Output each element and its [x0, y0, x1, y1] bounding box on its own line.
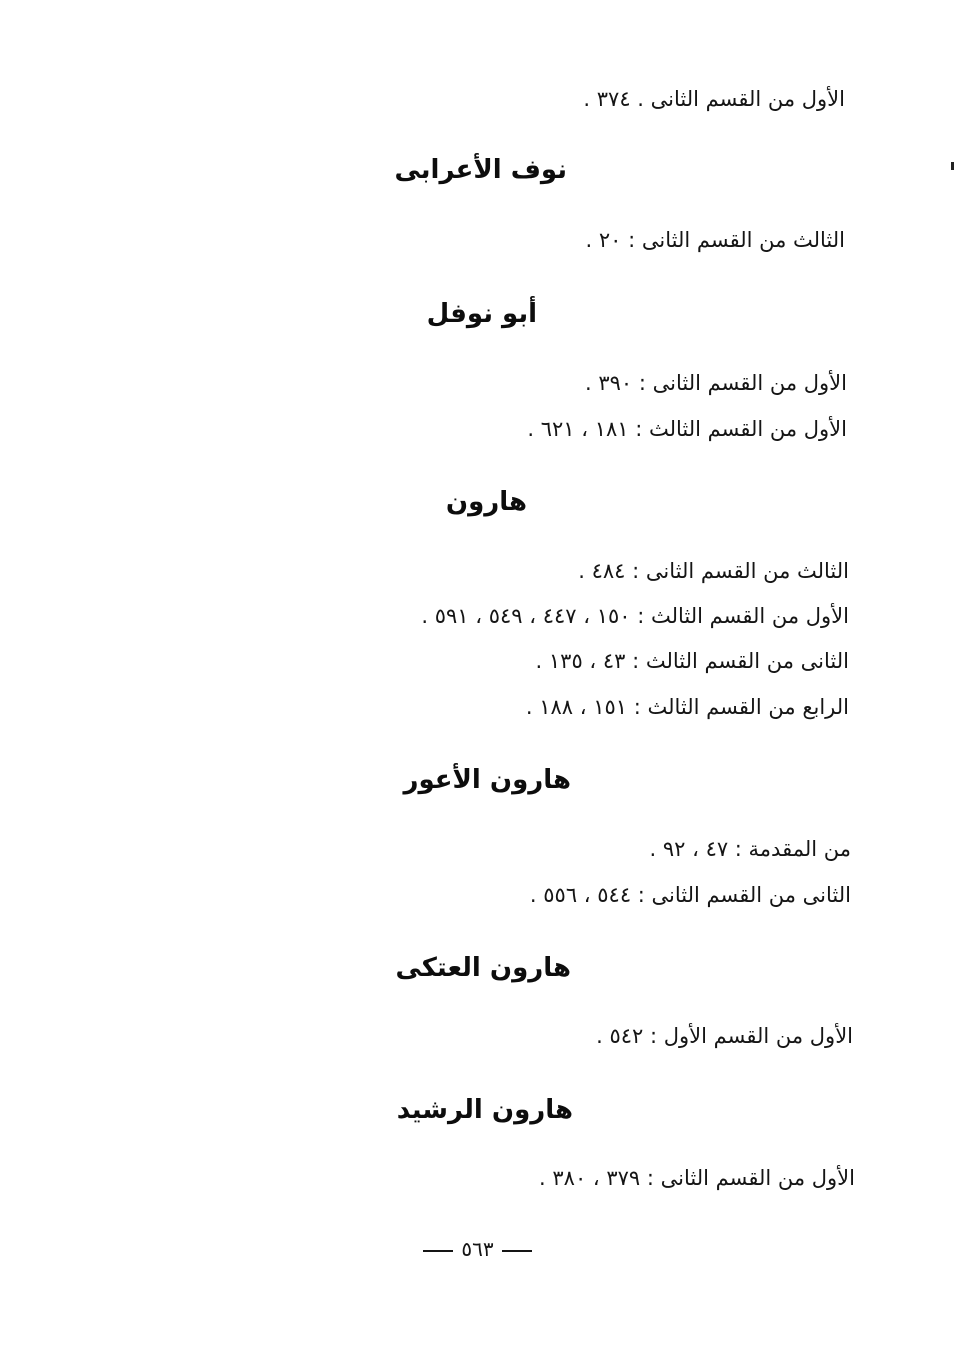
index-line: الثانى من القسم الثالث : ٤٣ ، ١٣٥ . — [535, 649, 849, 673]
index-heading: هارون — [445, 487, 527, 517]
page-number: ٥٦٣ — [461, 1237, 494, 1261]
index-line: من المقدمة : ٤٧ ، ٩٢ . — [649, 837, 851, 861]
footer-dash-right — [502, 1250, 532, 1252]
index-heading: هارون العتكى — [395, 953, 571, 983]
index-line: الثالث من القسم الثانى : ٢٠ . — [585, 228, 845, 252]
index-heading: هارون الرشيد — [396, 1095, 573, 1125]
index-line: الثالث من القسم الثانى : ٤٨٤ . — [578, 559, 849, 583]
scan-speck — [951, 162, 954, 170]
index-heading: أبو نوفل — [426, 299, 537, 329]
index-line: الأول من القسم الثالث : ١٥٠ ، ٤٤٧ ، ٥٤٩ ، ٥٩١ . — [421, 604, 849, 628]
index-line: الأول من القسم الثانى : ٣٩٠ . — [585, 371, 847, 395]
page-footer — [0, 1234, 955, 1264]
index-line: الأول من القسم الأول : ٥٤٢ . — [596, 1024, 853, 1048]
index-line: الأول من القسم الثانى . ٣٧٤ . — [583, 87, 845, 111]
index-line: الأول من القسم الثالث : ١٨١ ، ٦٢١ . — [527, 417, 847, 441]
index-line: الرابع من القسم الثالث : ١٥١ ، ١٨٨ . — [525, 695, 849, 719]
index-line: الثانى من القسم الثانى : ٥٤٤ ، ٥٥٦ . — [529, 883, 851, 907]
index-heading: نوف الأعرابى — [394, 155, 567, 185]
footer-dash-left — [423, 1250, 453, 1252]
index-heading: هارون الأعور — [403, 765, 571, 795]
index-line: الأول من القسم الثانى : ٣٧٩ ، ٣٨٠ . — [539, 1166, 855, 1190]
